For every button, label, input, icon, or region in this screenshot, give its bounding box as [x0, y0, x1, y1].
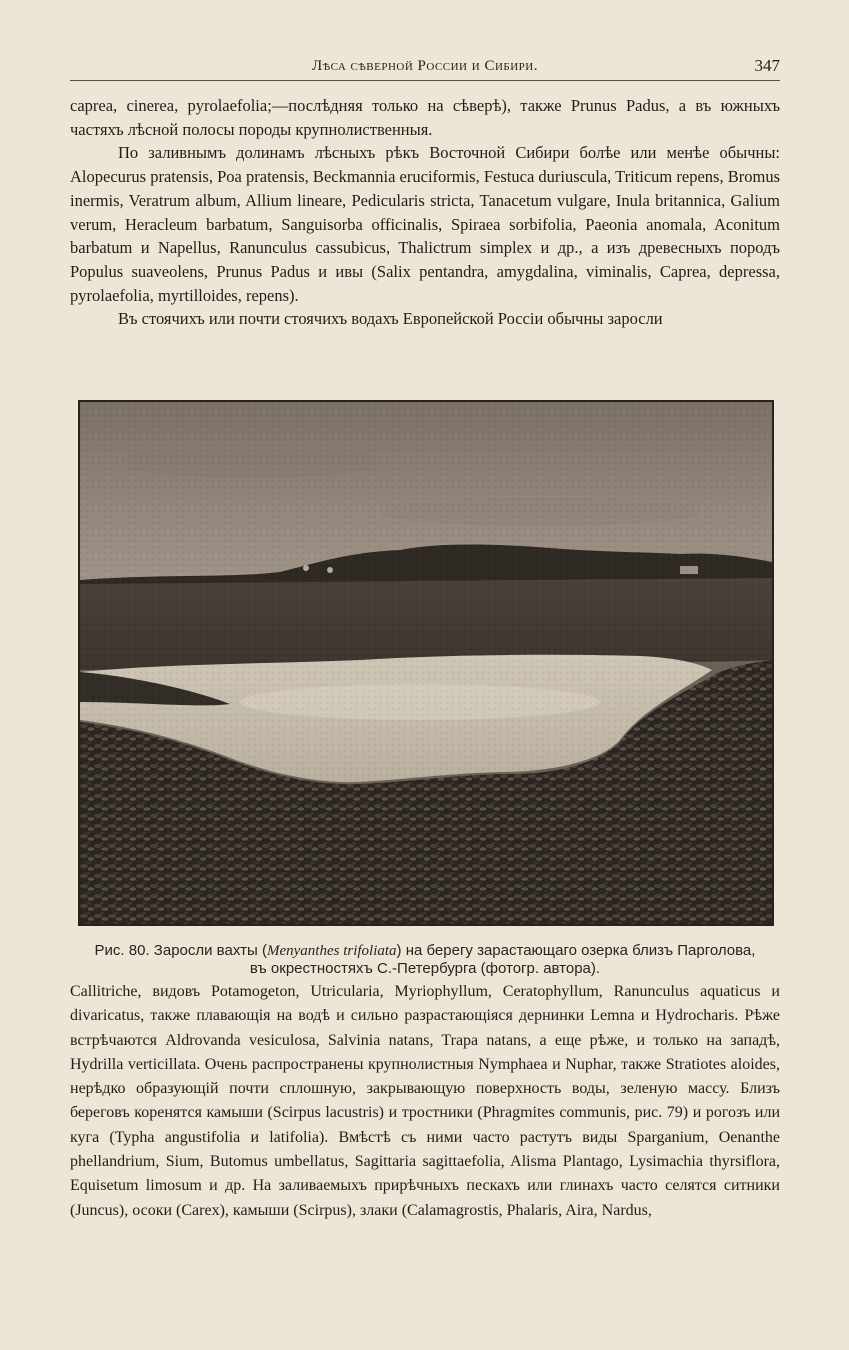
- paragraph-3: Въ стоячихъ или почти стоячихъ водахъ Европейской Россіи обычны заросли: [118, 309, 663, 329]
- caption-prefix: Рис. 80. Заросли вахты (: [94, 942, 267, 959]
- caption-latin: Menyanthes trifoliata: [266, 943, 397, 959]
- paragraph-1: caprea, cinerea, pyrolaefolia;—послѣдняя только на сѣверѣ), также Prunus Padus, а въ южныхъ частяхъ лѣсной полосы породы крупнолиственныя.: [70, 96, 780, 139]
- header-title: Лѣса сѣверной России и Сибири.: [312, 58, 538, 74]
- figure-caption: [90, 942, 760, 978]
- running-header: [70, 54, 780, 81]
- caption-suffix: ) на берегу зарастающаго озерка близъ Парголова, въ окрестностяхъ С.-Петербурга (фотогр. автора).: [249, 942, 756, 977]
- paragraph-2: По заливнымъ долинамъ лѣсныхъ рѣкъ Восточной Сибири болѣе или менѣе обычны: Alopecurus pratensis, Poa pratensis, Beckmannia eruciformis, Festuca duriuscula, Triticum repens, Bromus inermis, Veratrum album, Allium lineare, Pedicularis stricta, Tanacetum vulgare, Inula britannica, Galium verum, Heracleum barbatum, Sanguisorba officinalis, Spiraea sorbifolia, Paeonia anomala, Aconitum barbatum и Napellus, Ranunculus cassubicus, Thalictrum simplex и др., а изъ древесныхъ породъ Populus suaveolens, Prunus Padus и ивы (Salix pentandra, amygdalina, viminalis, Caprea, depressa, pyrolaefolia, myrtilloides, repens).: [70, 143, 780, 305]
- top-text: [70, 94, 780, 331]
- bottom-text: [70, 980, 780, 1223]
- paragraph-4: Callitriche, видовъ Potamogeton, Utricularia, Myriophyllum, Ceratophyllum, Ranunculus aquaticus и divaricatus, также плавающія на водѣ и сильно разрастающіяся дернинки Lemna и Hydrocharis. Рѣже встрѣчаются Aldrovanda vesiculosa, Salvinia natans, Trapa natans, а еще рѣже, и только на западѣ, Hydrilla verticillata. Очень распространены крупнолистныя Nymphaea и Nuphar, также Stratiotes aloides, нерѣдко образующій почти сплошную, закрывающую поверхность воды, зеленую массу. Близъ береговъ коренятся камыши (Scirpus lacustris) и тростники (Phragmites communis, рис. 79) и рогозъ или куга (Typha angustifolia и latifolia). Вмѣстѣ съ ними часто растутъ виды Sparganium, Oenanthe phellandrium, Sium, Butomus umbellatus, Sagittaria sagittaefolia, Alisma Plantago, Lysimachia thyrsiflora, Equisetum limosum и др. На заливаемыхъ прирѣчныхъ пескахъ или глинахъ часто селятся ситники (Juncus), осоки (Carex), камыши (Scirpus), злаки (Calamagrostis, Phalaris, Aira, Nardus,: [70, 983, 780, 1219]
- page-number: 347: [754, 56, 780, 75]
- figure-photo: [78, 400, 774, 926]
